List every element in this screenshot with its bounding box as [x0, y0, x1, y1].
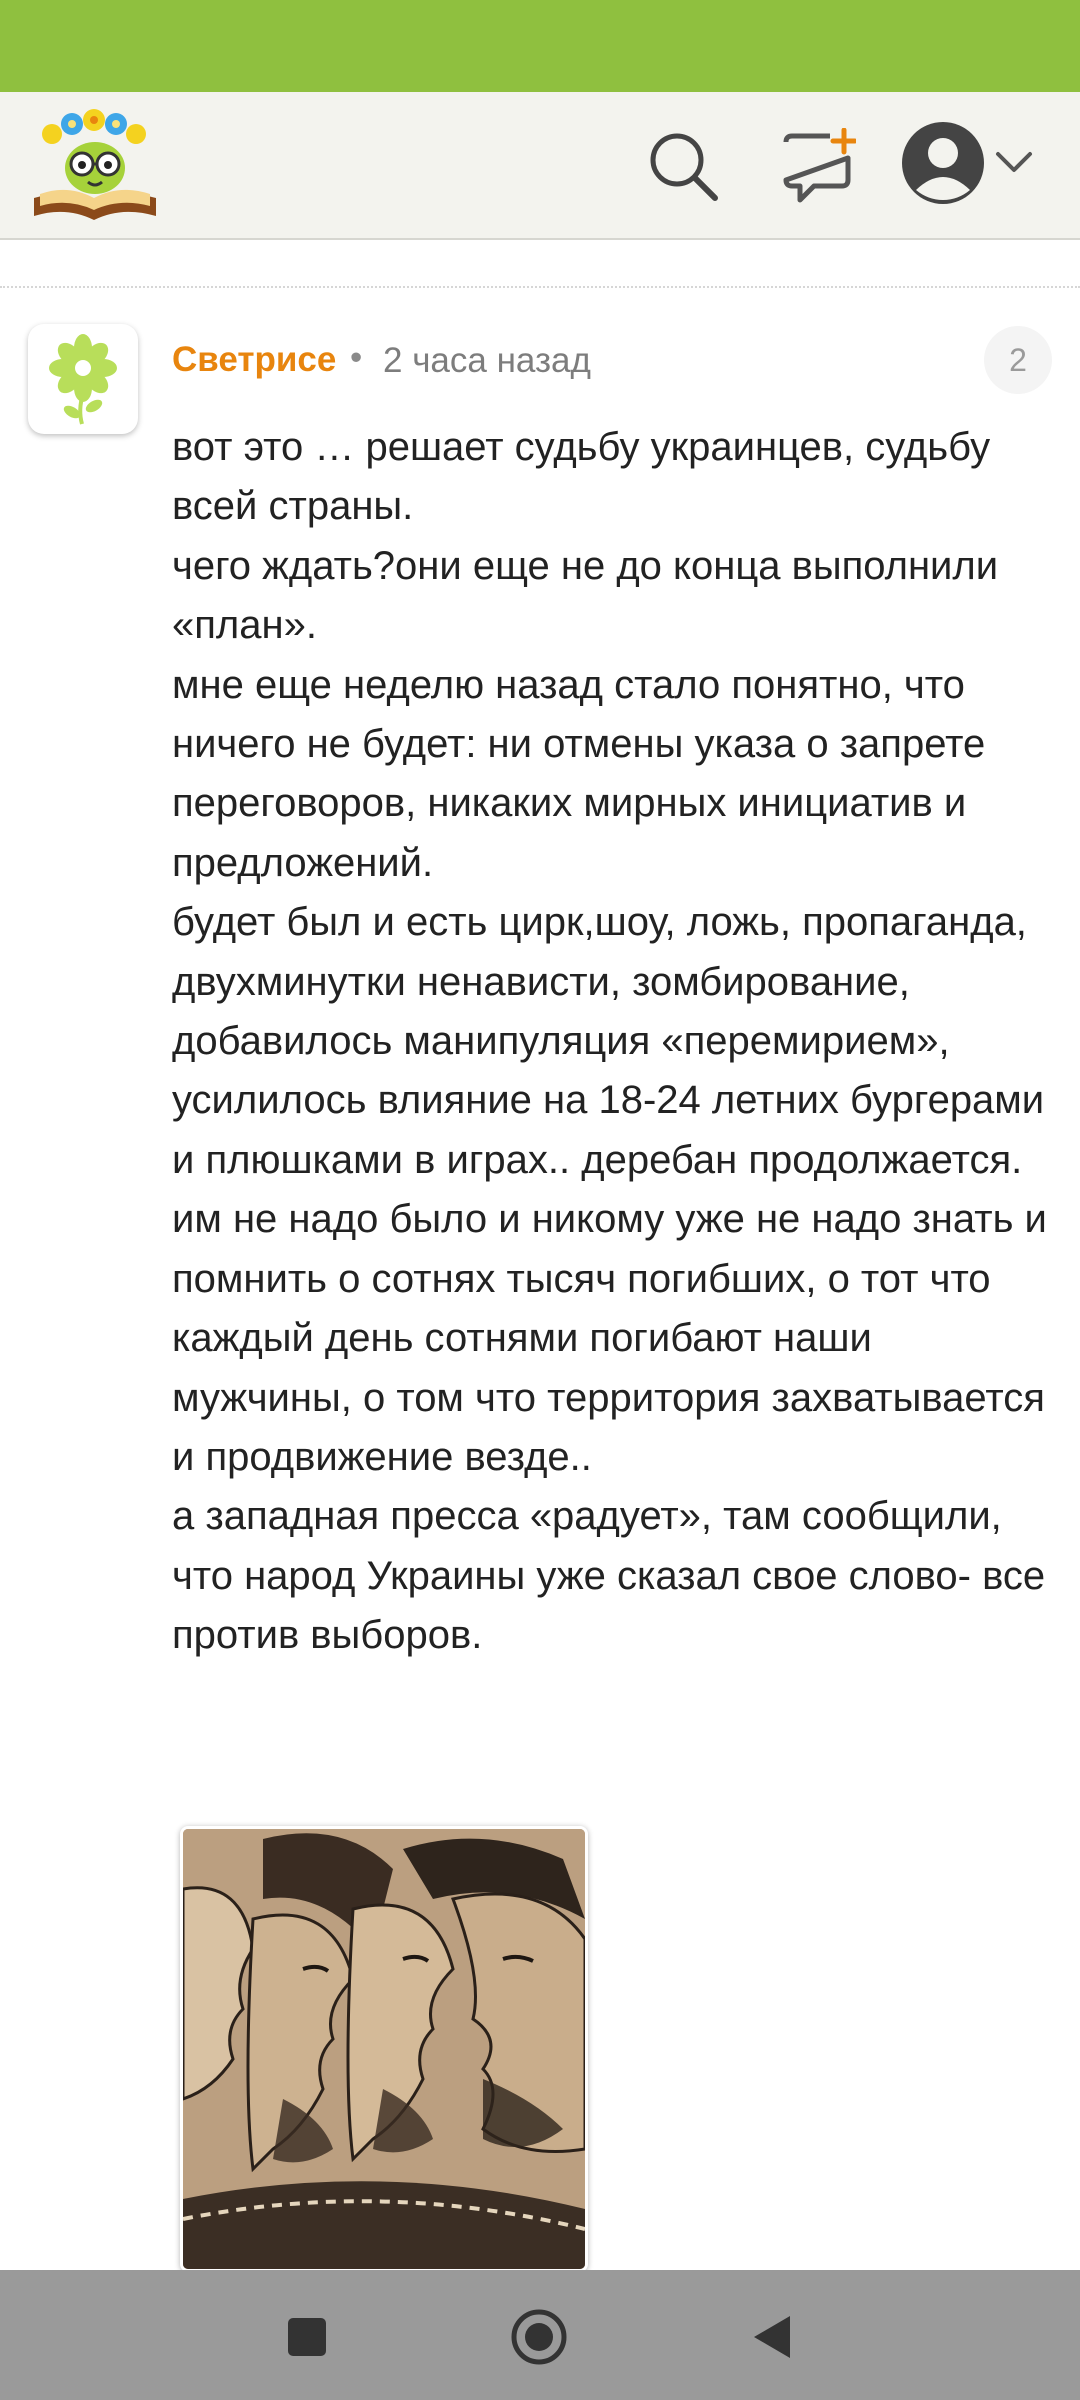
comment-time: 2 часа назад [383, 341, 591, 380]
site-logo[interactable] [30, 106, 160, 226]
new-message-icon[interactable] [780, 128, 856, 204]
user-avatar-icon[interactable] [900, 120, 986, 206]
app-header [0, 92, 1080, 240]
recents-button[interactable] [286, 2316, 328, 2358]
divider [0, 286, 1080, 288]
meta-separator: • [350, 338, 363, 377]
reply-count-badge[interactable]: 2 [984, 326, 1052, 394]
navigation-bar [0, 2270, 1080, 2400]
back-button[interactable] [752, 2314, 792, 2360]
chevron-down-icon[interactable] [994, 148, 1034, 178]
home-button[interactable] [510, 2308, 568, 2366]
status-bar [0, 0, 1080, 92]
search-icon[interactable] [645, 128, 721, 204]
attached-image[interactable] [180, 1826, 588, 2272]
author-name[interactable]: Светрисе [172, 340, 337, 379]
author-avatar[interactable] [28, 324, 138, 434]
comment-text: вот это … решает судьбу украинцев, судьбу всей страны. чего ждать?они еще не до конца выполнили «план». мне еще неделю назад стало понятно, что ничего не будет: ни отмены указа о запрете переговоров, никаких мирных инициатив и предложений. будет был и есть цирк,шоу, ложь, пропаганда, двухминутки ненависти, зомбирование, добавилось манипуляция «перемирием», усилилось влияние на 18-24 летних бургерами и плюшками в играх.. деребан продолжается. им не надо было и никому уже не надо знать и помнить о сотнях тысяч погибших, о тот что каждый день сотнями погибают наши мужчины, о том что территория захватывается и продвижение везде.. а западная пресса «радует», там сообщили, что народ Украины уже сказал свое слово- все против выборов. [172, 425, 1047, 1658]
